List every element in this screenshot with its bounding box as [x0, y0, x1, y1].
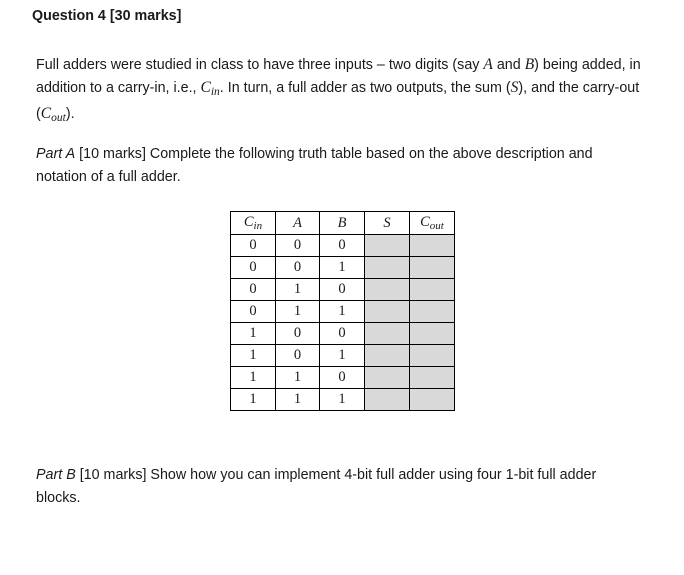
- cell-b: 0: [320, 323, 365, 345]
- truth-table: [230, 211, 455, 411]
- table-row: [231, 257, 455, 279]
- part-a-text: [10 marks] Complete the following truth table based on the above description and notation of a full adder.: [36, 146, 593, 185]
- cell-a: 0: [276, 257, 320, 279]
- cell-cout-blank[interactable]: [410, 279, 455, 301]
- var-cout-sub: out: [51, 112, 66, 124]
- cell-b: 1: [320, 345, 365, 367]
- intro-text-3: ) being added, in addition to a carry-in, i.e.,: [36, 57, 641, 96]
- cell-s-blank[interactable]: [365, 257, 410, 279]
- cell-cin: 0: [231, 301, 276, 323]
- part-a-paragraph: [36, 143, 644, 188]
- cell-cout-blank[interactable]: [410, 367, 455, 389]
- cell-a: 1: [276, 279, 320, 301]
- cell-s-blank[interactable]: [365, 389, 410, 411]
- table-row: [231, 367, 455, 389]
- var-a: A: [483, 56, 493, 73]
- intro-text-6: ).: [65, 106, 75, 122]
- table-row: [231, 301, 455, 323]
- cell-s-blank[interactable]: [365, 367, 410, 389]
- table-row: [231, 389, 455, 411]
- table-row: [231, 279, 455, 301]
- cell-cout-blank[interactable]: [410, 389, 455, 411]
- header-a: A: [276, 212, 320, 235]
- part-b-text: [10 marks] Show how you can implement 4-bit full adder using four 1-bit full adder blocks.: [36, 467, 597, 506]
- cell-a: 0: [276, 345, 320, 367]
- table-row: [231, 235, 455, 257]
- var-cin-sub: in: [210, 85, 220, 98]
- cell-s-blank[interactable]: [365, 323, 410, 345]
- cell-cin: 0: [231, 257, 276, 279]
- var-s: S: [510, 78, 519, 96]
- var-b: B: [524, 56, 535, 73]
- var-cin: C: [200, 78, 211, 96]
- intro-text-5: ), and the carry-out (: [36, 79, 640, 122]
- header-cin: $C_{in}$: [231, 212, 276, 235]
- var-cout: C: [40, 105, 52, 122]
- cell-b: 0: [320, 235, 365, 257]
- header-cout: $C_{out}$: [410, 212, 455, 235]
- cell-cout-blank[interactable]: [410, 257, 455, 279]
- cell-s-blank[interactable]: [365, 301, 410, 323]
- intro-text-2: and: [492, 57, 525, 73]
- cell-a: 0: [276, 235, 320, 257]
- header-b: B: [320, 212, 365, 235]
- cell-b: 0: [320, 279, 365, 301]
- cell-cout-blank[interactable]: [410, 301, 455, 323]
- cell-b: 1: [320, 389, 365, 411]
- intro-text-1: Full adders were studied in class to have three inputs – two digits (say: [36, 57, 484, 73]
- cell-cin: 1: [231, 345, 276, 367]
- cell-a: 1: [276, 301, 320, 323]
- cell-cout-blank[interactable]: [410, 345, 455, 367]
- cell-cin: 1: [231, 323, 276, 345]
- cell-a: 0: [276, 323, 320, 345]
- header-s: S: [365, 212, 410, 235]
- cell-cin: 1: [231, 367, 276, 389]
- cell-cin: 0: [231, 279, 276, 301]
- part-b-label: Part B: [36, 467, 76, 483]
- cell-cin: 1: [231, 389, 276, 411]
- cell-s-blank[interactable]: [365, 235, 410, 257]
- cell-b: 0: [320, 367, 365, 389]
- intro-text-4: . In turn, a full adder as two outputs, the sum (: [219, 79, 511, 96]
- table-row: [231, 345, 455, 367]
- cell-s-blank[interactable]: [365, 279, 410, 301]
- cell-a: 1: [276, 389, 320, 411]
- part-a-label: Part A: [36, 146, 76, 162]
- cell-b: 1: [320, 257, 365, 279]
- table-row: [231, 323, 455, 345]
- question-title: Question 4 [30 marks]: [32, 8, 182, 24]
- intro-paragraph: [36, 54, 644, 130]
- cell-cout-blank[interactable]: [410, 235, 455, 257]
- cell-cout-blank[interactable]: [410, 323, 455, 345]
- cell-s-blank[interactable]: [365, 345, 410, 367]
- cell-b: 1: [320, 301, 365, 323]
- truth-table-header-row: [231, 212, 455, 235]
- cell-a: 1: [276, 367, 320, 389]
- part-b-paragraph: [36, 464, 644, 509]
- cell-cin: 0: [231, 235, 276, 257]
